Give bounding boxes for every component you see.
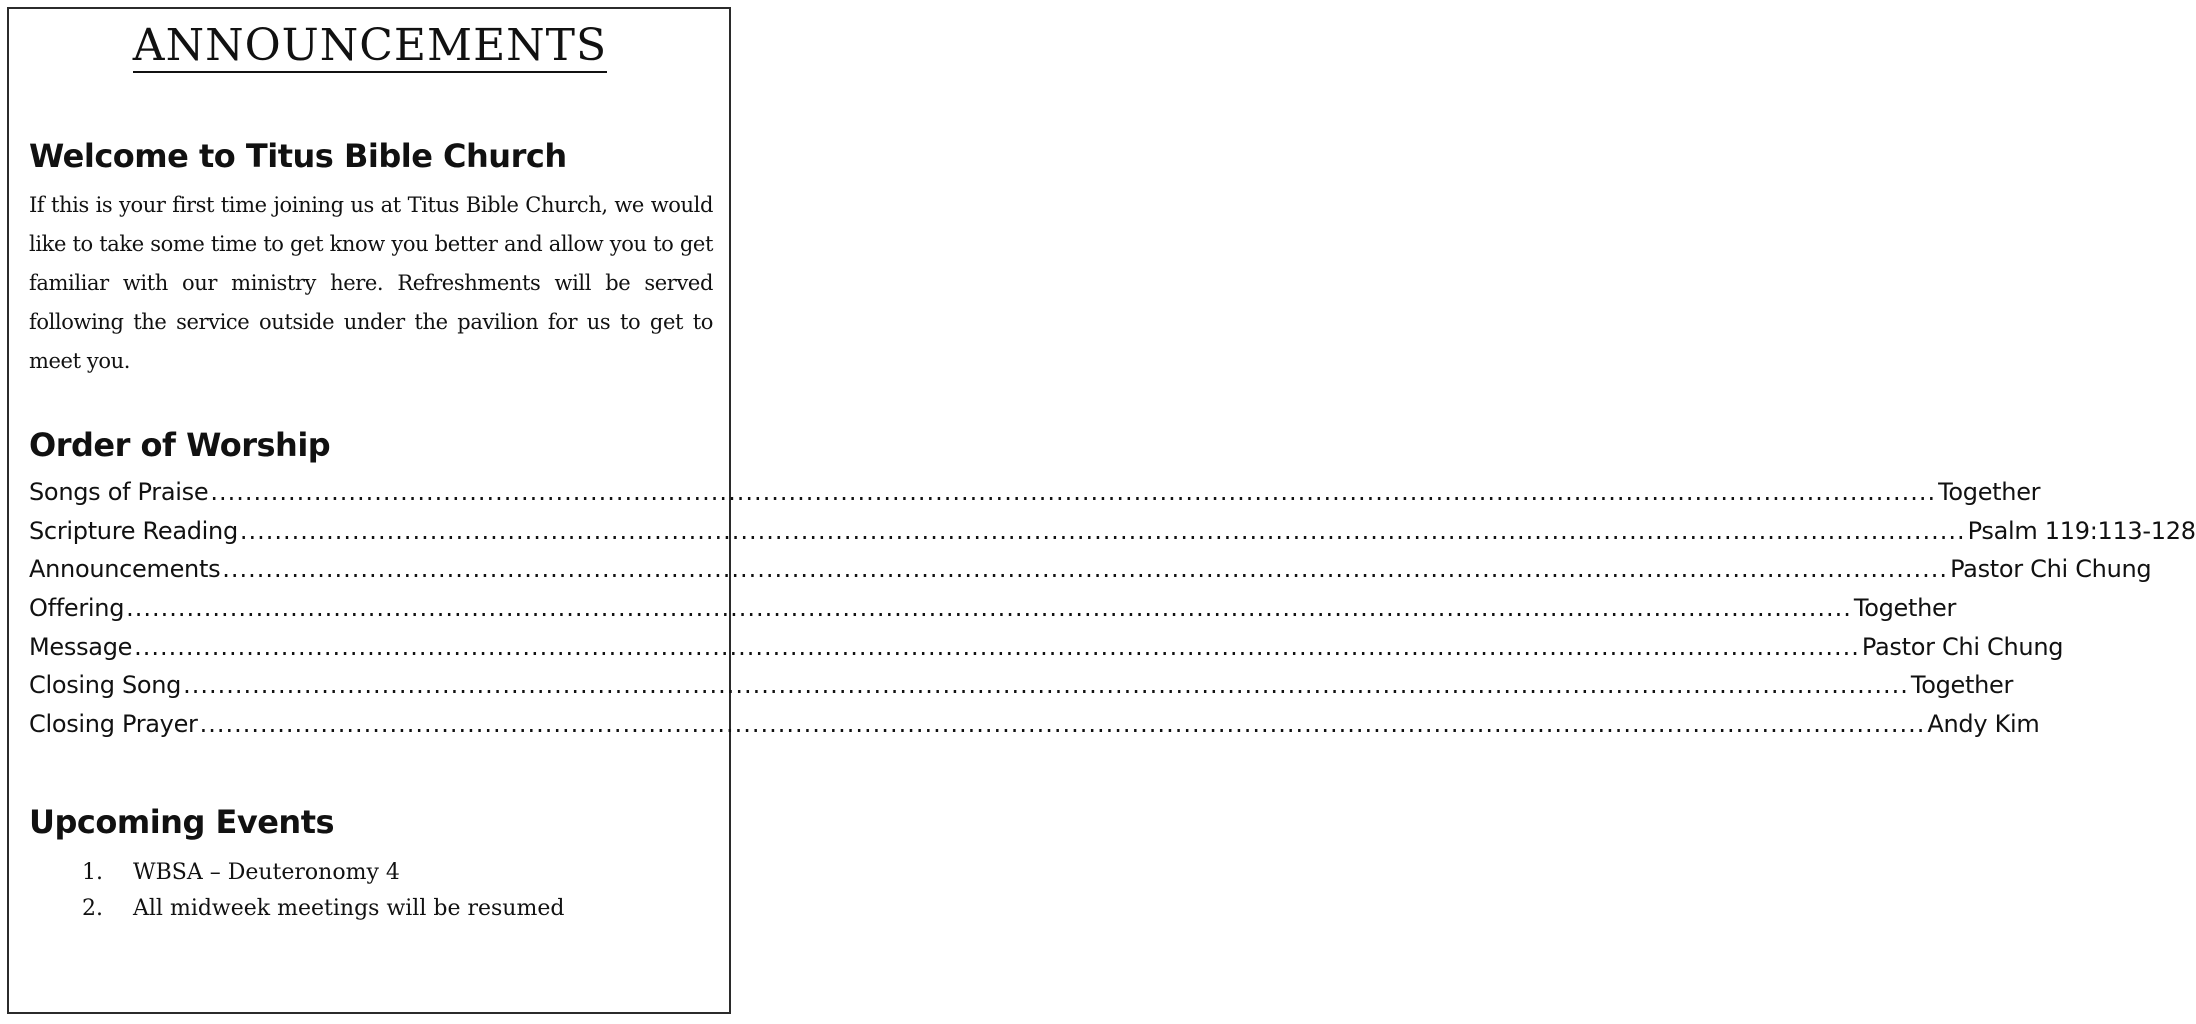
dot-leader: ........................................................................................................................................................................................................ xyxy=(183,671,1909,700)
order-of-worship-heading: Order of Worship xyxy=(29,426,331,464)
welcome-heading: Welcome to Titus Bible Church xyxy=(29,137,567,175)
worship-item xyxy=(29,710,2040,749)
event-item xyxy=(82,890,564,926)
event-number: 1. xyxy=(82,859,103,885)
worship-item-leader: Together xyxy=(1853,594,1957,623)
worship-item-leader: Together xyxy=(1910,671,2014,700)
dot-leader: ........................................................................................................................................................................................................ xyxy=(222,555,1949,584)
worship-item-leader: Psalm 119:113-128 xyxy=(1967,516,2196,545)
worship-item xyxy=(29,671,2014,710)
worship-item-leader: Andy Kim xyxy=(1927,710,2040,739)
worship-item-leader: Together xyxy=(1938,478,2041,506)
dot-leader: ........................................................................................................................................................................................................ xyxy=(210,478,1937,506)
event-text: WBSA – Deuteronomy 4 xyxy=(133,859,400,885)
upcoming-events-list xyxy=(82,854,564,926)
worship-item xyxy=(29,516,2196,556)
worship-item-label: Scripture Reading xyxy=(29,516,238,545)
worship-item-leader: Pastor Chi Chung xyxy=(1950,555,2152,584)
dot-leader: ........................................................................................................................................................................................................ xyxy=(239,516,1966,545)
upcoming-events-heading: Upcoming Events xyxy=(29,803,335,841)
welcome-paragraph: If this is your first time joining us at Titus Bible Church, we would like to take some time to get know you better and allow you to get familiar with our ministry here. Refreshments will be served following the service outside under the pavilion for us to get to meet you. xyxy=(29,193,713,373)
worship-item xyxy=(29,632,2064,672)
worship-item-label: Announcements xyxy=(29,555,221,584)
dot-leader: ........................................................................................................................................................................................................ xyxy=(126,594,1852,623)
event-number: 2. xyxy=(82,895,103,921)
page-title: ANNOUNCEMENTS xyxy=(132,20,608,71)
dot-leader: ........................................................................................................................................................................................................ xyxy=(134,632,1860,661)
order-of-worship-list xyxy=(29,478,2196,749)
worship-item-label: Closing Song xyxy=(29,671,182,700)
event-text: All midweek meetings will be resumed xyxy=(133,895,565,921)
dot-leader: ........................................................................................................................................................................................................ xyxy=(199,710,1926,739)
event-item xyxy=(82,854,564,890)
worship-item-label: Offering xyxy=(29,594,125,623)
worship-item-label: Message xyxy=(29,632,133,661)
worship-item-label: Closing Prayer xyxy=(29,710,198,739)
worship-item-leader: Pastor Chi Chung xyxy=(1861,632,2064,661)
worship-item xyxy=(29,594,1957,633)
worship-item-label: Songs of Praise xyxy=(29,478,209,506)
worship-item xyxy=(29,478,2041,517)
worship-item xyxy=(29,555,2152,594)
